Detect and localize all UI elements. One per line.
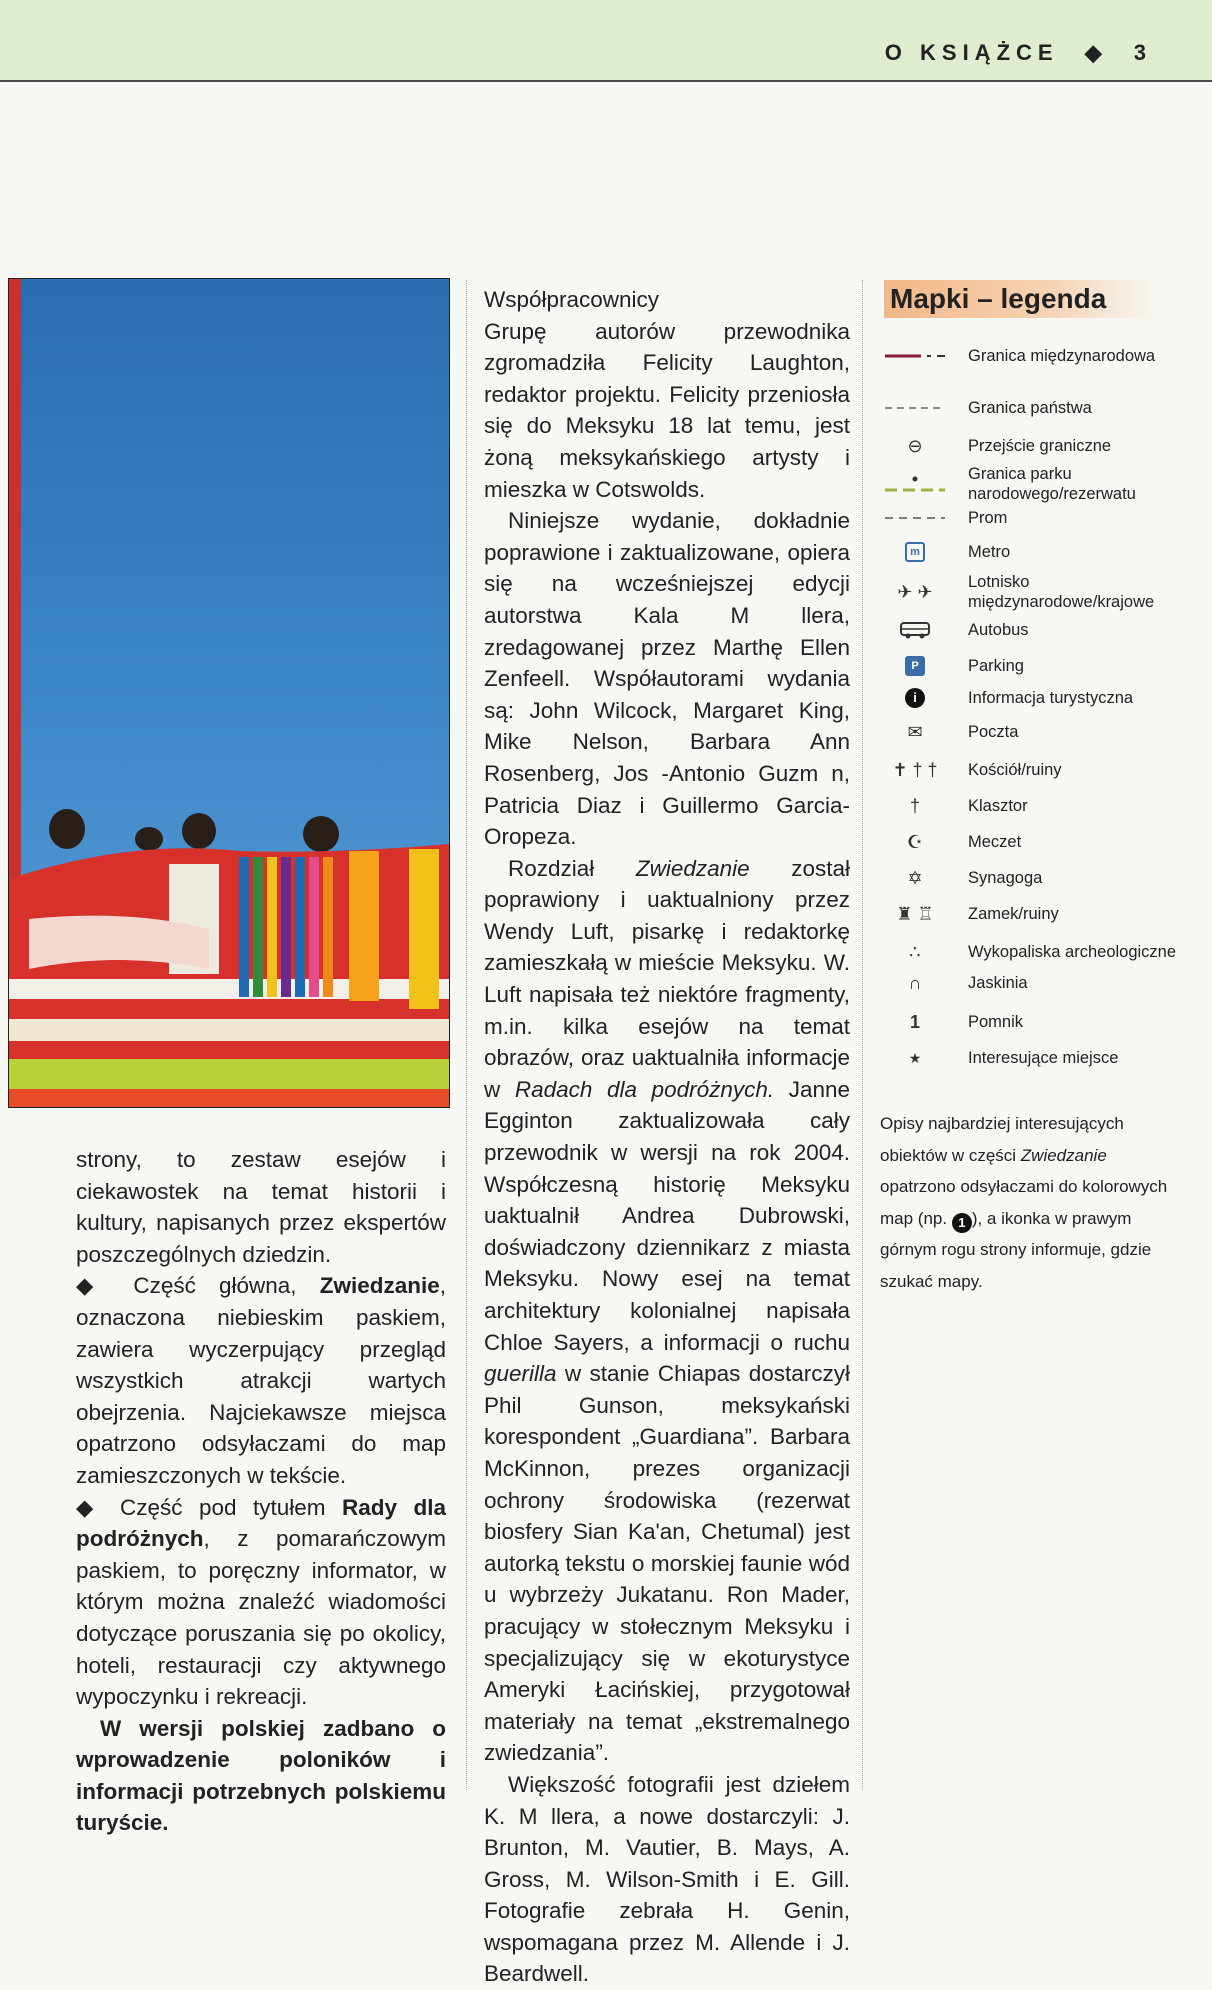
section-heading: Współpracownicy	[484, 287, 660, 312]
running-header-title: O KSIĄŻCE	[884, 40, 1059, 65]
middle-column	[484, 284, 850, 1990]
post-icon: ✉	[907, 721, 923, 742]
paragraph: Niniejsze wydanie, dokładnie poprawione i zaktualizowane, opiera się na wcześniejszej edycji autorstwa Kala M llera, zredagowanej przez Marthę Ellen Zenfeell. Współautorami wydania są: John Wilcock, Margaret King, Mike Nelson, Barbara Ann Rosenberg, Jos -Antonio Guzm n, Patricia Diaz i Guillermo Garcia-Oropeza.	[484, 508, 850, 850]
page-number: 3	[1133, 40, 1152, 65]
synagogue-icon: ✡	[907, 867, 923, 888]
cave-icon: ∩	[908, 972, 922, 993]
mosque-icon: ☪	[906, 831, 924, 852]
left-column	[76, 1144, 446, 1839]
paragraph: Większość fotografii jest dziełem K. M llera, a nowe dostarczyli: J. Brunton, M. Vautier, B. Mays, A. Gross, M. Wilson-Smith i E. Gill. Fotografie zebrała H. Genin, wspomagana przez M. Allende i J. Beardwell.	[484, 1771, 850, 1987]
legend-item: Granica państwa	[880, 390, 1180, 426]
legend-item: ✉ Poczta	[880, 714, 1180, 750]
legend-item: Prom	[880, 500, 1180, 536]
legend-item: P Parking	[880, 648, 1180, 684]
ferry-icon	[880, 500, 950, 536]
paragraph: ◆ Część główna, Zwiedzanie, oznaczona niebieskim paskiem, zawiera wyczerpujący przegląd wszystkich atrakcji wartych obejrzenia. Najciekawsze miejsca opatrzono odsyłaczami do map zamieszczonych w tekście.	[76, 1273, 446, 1488]
column-separator	[466, 280, 467, 1790]
legend-item: ★ Interesujące miejsce	[880, 1038, 1180, 1078]
legend-item: ✈ ✈ Lotnisko międzynarodowe/krajowe	[880, 570, 1180, 614]
bullet-diamond-icon: ◆	[76, 1494, 104, 1520]
legend-note: Opisy najbardziej interesujących obiektów w części Zwiedzanie opatrzono odsyłaczami do kolorowych map (np. 1 ), a ikonka w prawym górnym rogu strony informuje, gdzie szukać mapy.	[880, 1114, 1168, 1291]
legend-item: 1 Pomnik	[880, 1002, 1180, 1042]
metro-icon: m	[880, 534, 950, 570]
airport-icon: ✈ ✈	[897, 581, 933, 602]
legend-item: Autobus	[880, 612, 1180, 648]
excavation-icon: ∴	[909, 941, 921, 962]
legend-item: m Metro	[880, 534, 1180, 570]
parking-icon: P	[880, 648, 950, 684]
textile-photo	[8, 278, 450, 1108]
paragraph: ◆ Część pod tytułem Rady dla podróżnych, z pomarańczowym paskiem, to poręczny informator, w którym można znaleźć wiadomości dotyczące poruszania się po okolicy, hoteli, restauracji czy aktywnego wypoczynku i rekreacji.	[76, 1494, 447, 1710]
paragraph: strony, to zestaw esejów i ciekawostek na temat historii i kultury, napisanych przez ekspertów poszczególnych dziedzin.	[76, 1147, 446, 1267]
map-reference-number: 1	[952, 1213, 972, 1233]
legend-item: ∴ Wykopaliska archeologiczne	[880, 930, 1180, 974]
state-border-icon	[880, 390, 950, 426]
running-header	[885, 40, 1152, 66]
diamond-separator-icon: ◆	[1084, 40, 1108, 65]
legend-title: Mapki – legenda	[884, 280, 1154, 318]
international-border-icon	[880, 334, 950, 378]
legend-item: i Informacja turystyczna	[880, 680, 1180, 716]
info-icon: i	[880, 680, 950, 716]
legend-item: ∩ Jaskinia	[880, 968, 1180, 998]
paragraph: Rozdział Zwiedzanie został poprawiony i uaktualniony przez Wendy Luft, pisarkę i redaktorkę zamieszkałą w mieście Meksyku. W. Luft napisała też niektóre fragmenty, m.in. kilka esejów na temat obrazów, oraz uaktualniła informacje w Radach dla podróżnych. Janne Egginton zaktualizowała cały przewodnik w wersji na rok 2004. Współczesną historię Meksyku uaktualnił Andrea Dubrowski, doświadczony dziennikarz z miasta Meksyku. Nowy esej na temat architektury kolonialnej napisała Chloe Sayers, a informacji o ruchu guerilla w stanie Chiapas dostarczył Phil Gunson, meksykański korespondent „Guardiana”. Barbara McKinnon, prezes organizacji ochrony środowiska (rezerwat biosfery Sian Ka'an, Chetumal) jest autorką tekstu o morskiej faunie wód u wybrzeży Jukatanu. Ron Mader, pracujący w stołecznym Meksyku i specjalizujący się w ekoturystyce Ameryki Łacińskiej, przygotował materiały na temat „ekstremalnego zwiedzania”.	[484, 855, 851, 1766]
legend-item: † Klasztor	[880, 788, 1180, 824]
legend-item: ✡ Synagoga	[880, 860, 1180, 896]
monastery-icon: †	[909, 795, 920, 816]
bus-icon	[880, 612, 950, 648]
border-crossing-icon: ⊖	[907, 435, 923, 456]
legend-item: ♜ ♖ Zamek/ruiny	[880, 896, 1180, 932]
castle-icon: ♜ ♖	[896, 903, 934, 924]
legend-item: ☪ Meczet	[880, 824, 1180, 860]
column-separator	[862, 280, 863, 1790]
monument-icon: 1	[909, 1011, 920, 1032]
legend-item: Granica międzynarodowa	[880, 334, 1180, 378]
bullet-diamond-icon: ◆	[76, 1273, 111, 1299]
textile-people-photo-icon	[9, 279, 449, 1107]
paragraph: Grupę autorów przewodnika zgromadziła Felicity Laughton, redaktor projektu. Felicity przeniosła się do Meksyku 18 lat temu, jest żoną meksykańskiego artysty i mieszka w Cotswolds.	[484, 318, 850, 502]
legend-item: Granica parku narodowego/rezerwatu	[880, 462, 1180, 506]
legend-item: ⊖ Przejście graniczne	[880, 428, 1180, 464]
legend-item: ✝ † † Kościół/ruiny	[880, 750, 1180, 790]
star-icon: ★	[908, 1049, 922, 1066]
church-icon: ✝ † †	[892, 759, 938, 780]
paragraph-polish-note: W wersji polskiej zadbano o wprowadzenie poloników i informacji potrzebnych polskiemu turyście.	[76, 1715, 446, 1836]
